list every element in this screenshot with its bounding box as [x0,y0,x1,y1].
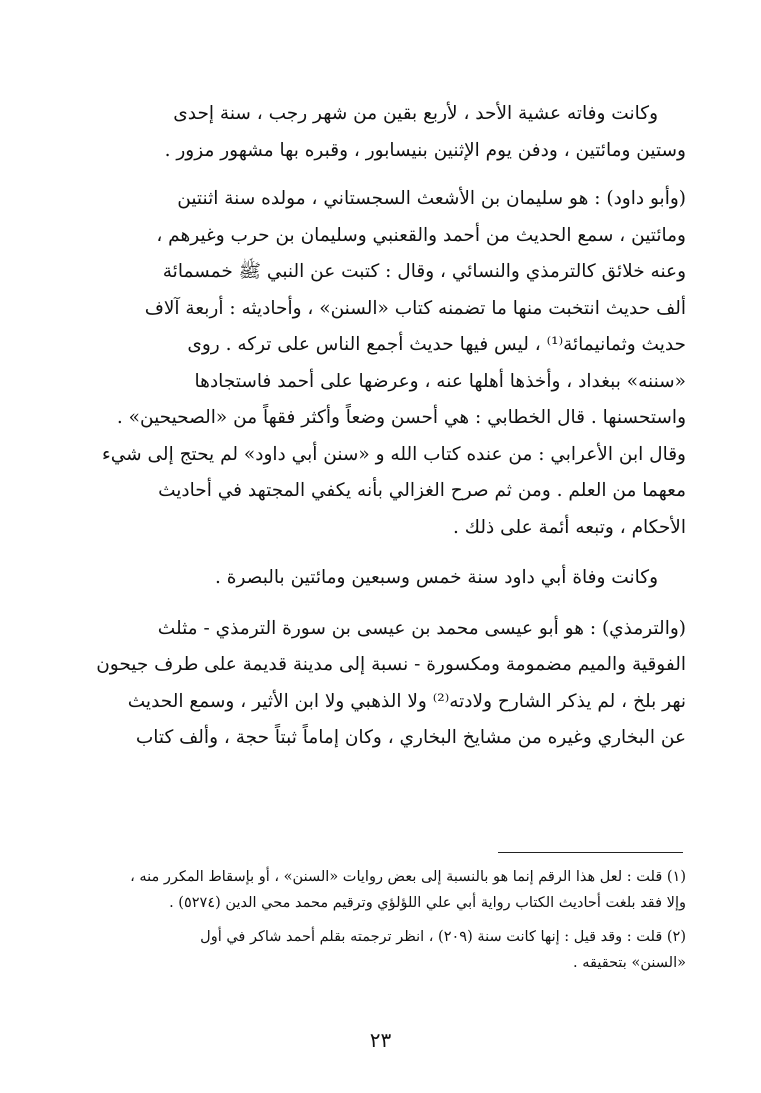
text-line: وعنه خلائق كالترمذي والنسائي ، وقال : كتبت عن النبي ﷺ خمسمائة [162,261,686,282]
text-line: الأحكام ، وتبعه أئمة على ذلك . [452,516,686,538]
paragraph-3 [78,560,686,597]
text-line: «سننه» ببغداد ، وأخذها أهلها عنه ، وعرضها على أحمد فاستجادها [194,370,686,392]
footnote-divider [498,852,683,853]
paragraph-2 [78,181,686,546]
text-line: وكانت وفاة أبي داود سنة خمس وسبعين ومائتين بالبصرة . [214,567,658,588]
main-text [78,96,686,757]
footnote-line: (١) قلت : لعل هذا الرقم إنما هو بالنسبة إلى بعض روايات «السنن» ، أو بإسقاط المكرر منه ، [130,869,686,885]
text-line: الفوقية والميم مضمومة ومكسورة - نسبة إلى مدينة قديمة على طرف جيحون [96,654,686,675]
text-line: (والترمذي) : هو أبو عيسى محمد بن عيسى بن سورة الترمذي - مثلث [157,617,686,639]
paragraph-4 [78,611,686,757]
footnote-line: وإلا فقد بلغت أحاديث الكتاب رواية أبي علي اللؤلؤي وترقيم محمد محي الدين (٥٢٧٤) . [169,895,686,911]
footnotes [78,864,686,984]
paragraph-1 [78,96,686,169]
footnote-line: «السنن» بتحقيقه . [573,955,686,971]
text-line: معهما من العلم . ومن ثم صرح الغزالي بأنه يكفي المجتهد في أحاديث [158,480,686,501]
text-line: وكانت وفاته عشية الأحد ، لأربع بقين من شهر رجب ، سنة إحدى [173,103,658,124]
footnote-line: (٢) قلت : وقد قيل : إنها كانت سنة (٢٠٩) ، انظر ترجمته بقلم أحمد شاكر في أول [200,929,686,945]
footnote-2 [78,924,686,976]
text-line: ومائتين ، سمع الحديث من أحمد والقعنبي وسليمان بن حرب وغيرهم ، [156,224,686,246]
footnote-1 [78,864,686,916]
text-line: وقال ابن الأعرابي : من عنده كتاب الله و «سنن أبي داود» لم يحتج إلى شيء [102,443,686,465]
text-line: وستين ومائتين ، ودفن يوم الإثنين بنيسابور ، وقبره بها مشهور مزور . [164,139,686,161]
text-line: (وأبو داود) : هو سليمان بن الأشعث السجستاني ، مولده سنة اثنتين [177,188,686,209]
text-line: نهر بلخ ، لم يذكر الشارح ولادته⁽²⁾ ولا الذهبي ولا ابن الأثير ، وسمع الحديث [127,690,686,712]
page-number: ٢٣ [369,1028,392,1052]
text-line: حديث وثمانيمائة⁽¹⁾ ، ليس فيها حديث أجمع الناس على تركه . روى [187,334,686,355]
text-line: عن البخاري وغيره من مشايخ البخاري ، وكان إماماً ثبتاً حجة ، وألف كتاب [135,727,686,748]
text-line: ألف حديث انتخبت منها ما تضمنه كتاب «السنن» ، وأحاديثه : أربعة آلاف [144,297,686,319]
text-line: واستحسنها . قال الخطابي : هي أحسن وضعاً وأكثر فقهاً من «الصحيحين» . [116,407,686,428]
